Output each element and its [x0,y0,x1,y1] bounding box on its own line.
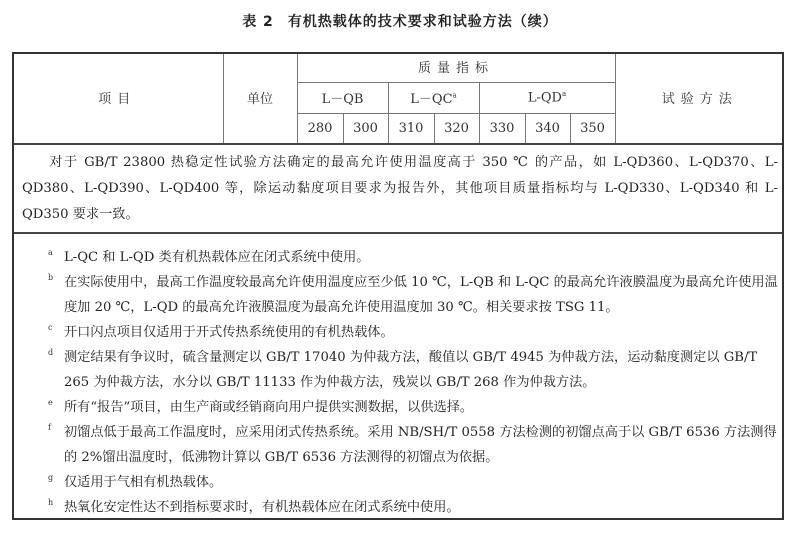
footnote-a: a L-QC 和 L-QD 类有机热载体应在闭式系统中使用。 [48,248,370,265]
table-number: 表 2 [242,14,274,30]
grade-320: 320 [434,113,479,144]
grade-300: 300 [343,113,388,144]
footnote-f: f 初馏点低于最高工作温度时，应采用闭式传热系统。采用 NB/SH/T 0558 方法检测的初馏点高于以 GB/T 6536 方法测得的 2%馏出温度时，低沸物计算以 GB/T 6536 方法测得的初馏点为依据。 [48,423,777,465]
note-paragraph: 对于 GB/T 23800 热稳定性试验方法确定的最高允许使用温度高于 350 ℃ 的产品，如 L-QD360、L-QD370、L-QD380、L-QD390、L-QD400 等，除运动黏度项目要求为报告外，其他项目质量指标均与 L-QD330、L-QD340 和 L-QD350 要求一致。 [22,155,778,222]
table-caption: 有机热载体的技术要求和试验方法（续） [287,14,558,30]
grade-330: 330 [479,113,525,144]
footnote-g: g 仅适用于气相有机热载体。 [48,473,223,490]
footnote-d: d 测定结果有争议时，硫含量测定以 GB/T 17040 为仲裁方法，酸值以 GB/T 4945 为仲裁方法，运动黏度测定以 GB/T 265 为仲裁方法，水分以 GB/T 11133 作为仲裁方法，残炭以 GB/T 268 作为仲裁方法。 [48,348,758,390]
header-test-method: 试验方法 [615,52,784,144]
footnote-b: b 在实际使用中，最高工作温度较最高允许使用温度应至少低 10 ℃，L-QB 和 L-QC 的最高允许液膜温度为最高允许使用温度加 20 ℃，L-QD 的最高允许液膜温度为最高允许使用温度加 30 ℃。相关要求按 TSG 11。 [48,273,778,315]
group-l-qd: $L-QD^a$ [479,82,615,113]
table-frame [12,52,784,520]
grade-340: 340 [525,113,570,144]
footnote-h: h 热氧化安定性达不到指标要求时，有机热载体应在闭式系统中使用。 [48,498,460,515]
grade-280: 280 [297,113,343,144]
grade-310: 310 [388,113,434,144]
header-unit: 单位 [223,52,297,144]
footnote-e: e 所有“报告”项目，由生产商或经销商向用户提供实测数据，以供选择。 [48,398,474,415]
table-title [0,11,800,31]
group-l-qc: $L-QC^a$ [388,82,479,113]
footnote-c: c 开口闪点项目仅适用于开式传热系统使用的有机热载体。 [48,323,394,340]
group-l-qb: L－QB [297,82,388,113]
grade-350: 350 [570,113,615,144]
header-item: 项目 [12,52,223,144]
header-quality: 质量指标 [297,52,615,82]
